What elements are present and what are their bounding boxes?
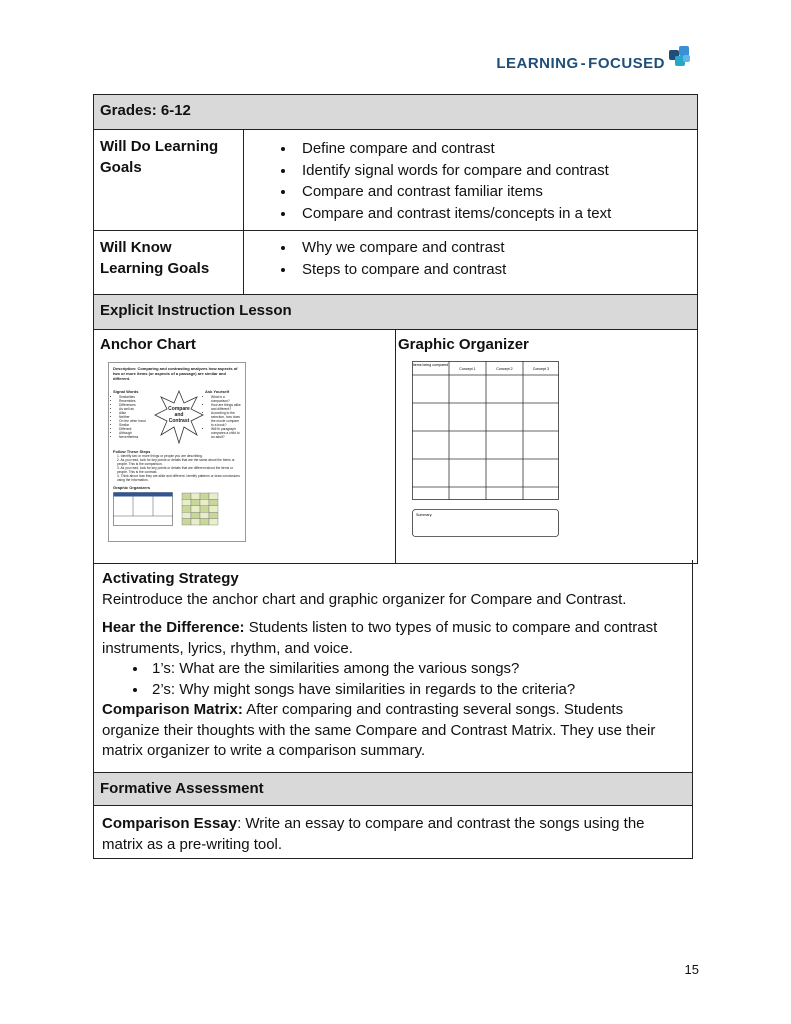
organizers-title: Graphic Organizers (113, 485, 151, 490)
grid-cell (209, 499, 218, 505)
steps-title: Follow These Steps (113, 449, 151, 454)
activating-strategy-row (94, 560, 692, 773)
activating-intro: Reintroduce the anchor chart and graphic organizer for Compare and Contrast. (102, 590, 627, 608)
signal-word: • Similarities (119, 395, 153, 399)
comparison-matrix-label: Comparison Matrix: (102, 701, 243, 718)
organizer-column-2: Concept 2 (496, 367, 513, 371)
comparison-essay-row (94, 806, 692, 858)
anchor-organizer-row (94, 330, 697, 563)
burst-word: and (174, 412, 184, 418)
activating-bullets (102, 659, 684, 700)
logo-text-left: LEARNING (496, 54, 579, 72)
explicit-instruction-label: Explicit Instruction Lesson (100, 302, 292, 319)
grid-cell (182, 493, 191, 499)
puzzle-icon (667, 42, 693, 68)
will-know-list (244, 237, 697, 280)
ask-item: • How are things alike and different? (211, 403, 241, 411)
will-know-row (94, 231, 697, 295)
grid-cell (209, 493, 218, 499)
mini-organizer-table (113, 492, 173, 526)
comparison-matrix-text: After comparing and contrasting several songs. Students organize their thoughts with the same Compare and Contrast Matrix. They use their matrix organizer to write a comparison summary. (102, 701, 656, 759)
activating-bullet: • 1’s: What are the similarities among the various songs? (148, 659, 684, 680)
grid-cell (191, 499, 200, 505)
will-know-label: Will Know Learning Goals (94, 231, 244, 294)
comparison-essay-text: : Write an essay to compare and contrast the songs using the matrix as a pre-writing tool. (102, 815, 645, 853)
grid-cell (209, 512, 218, 518)
signal-word: • Different (119, 427, 153, 431)
will-know-item: • Why we compare and contrast (296, 237, 697, 259)
step-item: 3. As you read, look for key points or details that are different about the items or people. This is the contrast. (117, 466, 233, 474)
grid-cell (182, 519, 191, 525)
ask-yourself-title: Ask Yourself (205, 389, 230, 394)
anchor-chart-label: Anchor Chart (100, 336, 196, 353)
burst-word: Compare (168, 406, 190, 412)
grid-cell (182, 506, 191, 512)
grid-cell (200, 499, 209, 505)
grades-label: Grades: 6-12 (100, 102, 191, 119)
step-item: 1. Identify two or more things or people you are describing. (117, 454, 203, 458)
logo-separator: - (580, 54, 587, 72)
grid-cell (191, 519, 200, 525)
grid-cell (200, 512, 209, 518)
hear-difference-text: Students listen to two types of music to compare and contrast instruments, lyrics, rhythm, and voice. (102, 619, 658, 657)
lesson-plan-table (93, 94, 698, 564)
anchor-chart-thumbnail (108, 362, 246, 542)
grid-cell (200, 493, 209, 499)
will-know-item: • Steps to compare and contrast (296, 259, 697, 281)
signal-word: • Nevertheless (119, 435, 153, 439)
hear-difference-label: Hear the Difference: (102, 619, 245, 636)
signal-word: • On the other hand (119, 419, 153, 423)
ask-item: • What is a comparison? (211, 395, 241, 403)
activating-bullet: • 2’s: Why might songs have similarities in regards to the criteria? (148, 680, 684, 701)
signal-words-title: Signal Words (113, 389, 139, 394)
activity-table (93, 560, 693, 859)
will-do-row (94, 130, 697, 231)
signal-word: • Resembles (119, 399, 153, 403)
signal-word: • Similar (119, 423, 153, 427)
organizer-column-1: Concept 1 (459, 367, 476, 371)
compare-contrast-burst (153, 389, 205, 445)
anchor-description: Description: Comparing and contrasting analyzes how aspects of two or more items (or aspects of a passage) are similar and different. (113, 366, 238, 381)
grid-cell (191, 512, 200, 518)
grid-cell (191, 506, 200, 512)
ask-item: • According to the selection, how does the movie compare to a book? (211, 411, 241, 427)
ask-item: • Will th paragraph compares a child to an adult? (211, 427, 241, 439)
activating-title: Activating Strategy (102, 570, 239, 587)
hear-difference-paragraph (102, 618, 684, 659)
signal-word: • Although (119, 431, 153, 435)
burst-word: Contrast (168, 418, 190, 424)
explicit-instruction-row (94, 295, 697, 330)
formative-assessment-label: Formative Assessment (100, 780, 264, 797)
signal-word: • Alike (119, 411, 153, 415)
grid-cell (209, 506, 218, 512)
grid-cell (191, 493, 200, 499)
step-item: 4. Think about how they are alike and different. Identify patterns or draw conclusions using the information. (117, 474, 240, 482)
grid-cell (200, 506, 209, 512)
grades-row (94, 95, 697, 130)
logo-text (496, 55, 665, 72)
grid-cell (200, 519, 209, 525)
step-item: 2. As you read, look for key points or details that are the same about the items or people. This is the comparison. (117, 458, 235, 466)
grid-cell (209, 519, 218, 525)
logo-text-right: FOCUSED (588, 54, 665, 72)
page-number: 15 (684, 962, 699, 977)
will-do-label: Will Do Learning Goals (94, 130, 244, 230)
signal-word: • Neither (119, 415, 153, 419)
comparison-matrix-paragraph (102, 700, 684, 762)
will-do-item: • Define compare and contrast (296, 138, 697, 160)
grid-cell (182, 499, 191, 505)
comparison-essay-label: Comparison Essay (102, 815, 238, 832)
learning-focused-logo (496, 50, 693, 76)
anchor-chart-cell (94, 330, 396, 563)
graphic-organizer-matrix (412, 361, 560, 547)
will-do-item: • Compare and contrast items/concepts in a text (296, 203, 697, 225)
signal-word: • As well as (119, 407, 153, 411)
graphic-organizer-cell (396, 330, 697, 563)
formative-assessment-row (94, 773, 692, 806)
graphic-organizer-label: Graphic Organizer (398, 336, 529, 353)
organizer-summary-label: Summary: (416, 513, 433, 517)
will-do-item: • Identify signal words for compare and contrast (296, 160, 697, 182)
organizer-column-3: Concept 3 (532, 367, 550, 371)
will-do-item: • Compare and contrast familiar items (296, 181, 697, 203)
will-do-list (244, 138, 697, 224)
organizer-column-0: Items being compared (412, 363, 449, 367)
mini-organizer-grid (181, 492, 221, 526)
grid-cell (182, 512, 191, 518)
signal-word: • Differences (119, 403, 153, 407)
